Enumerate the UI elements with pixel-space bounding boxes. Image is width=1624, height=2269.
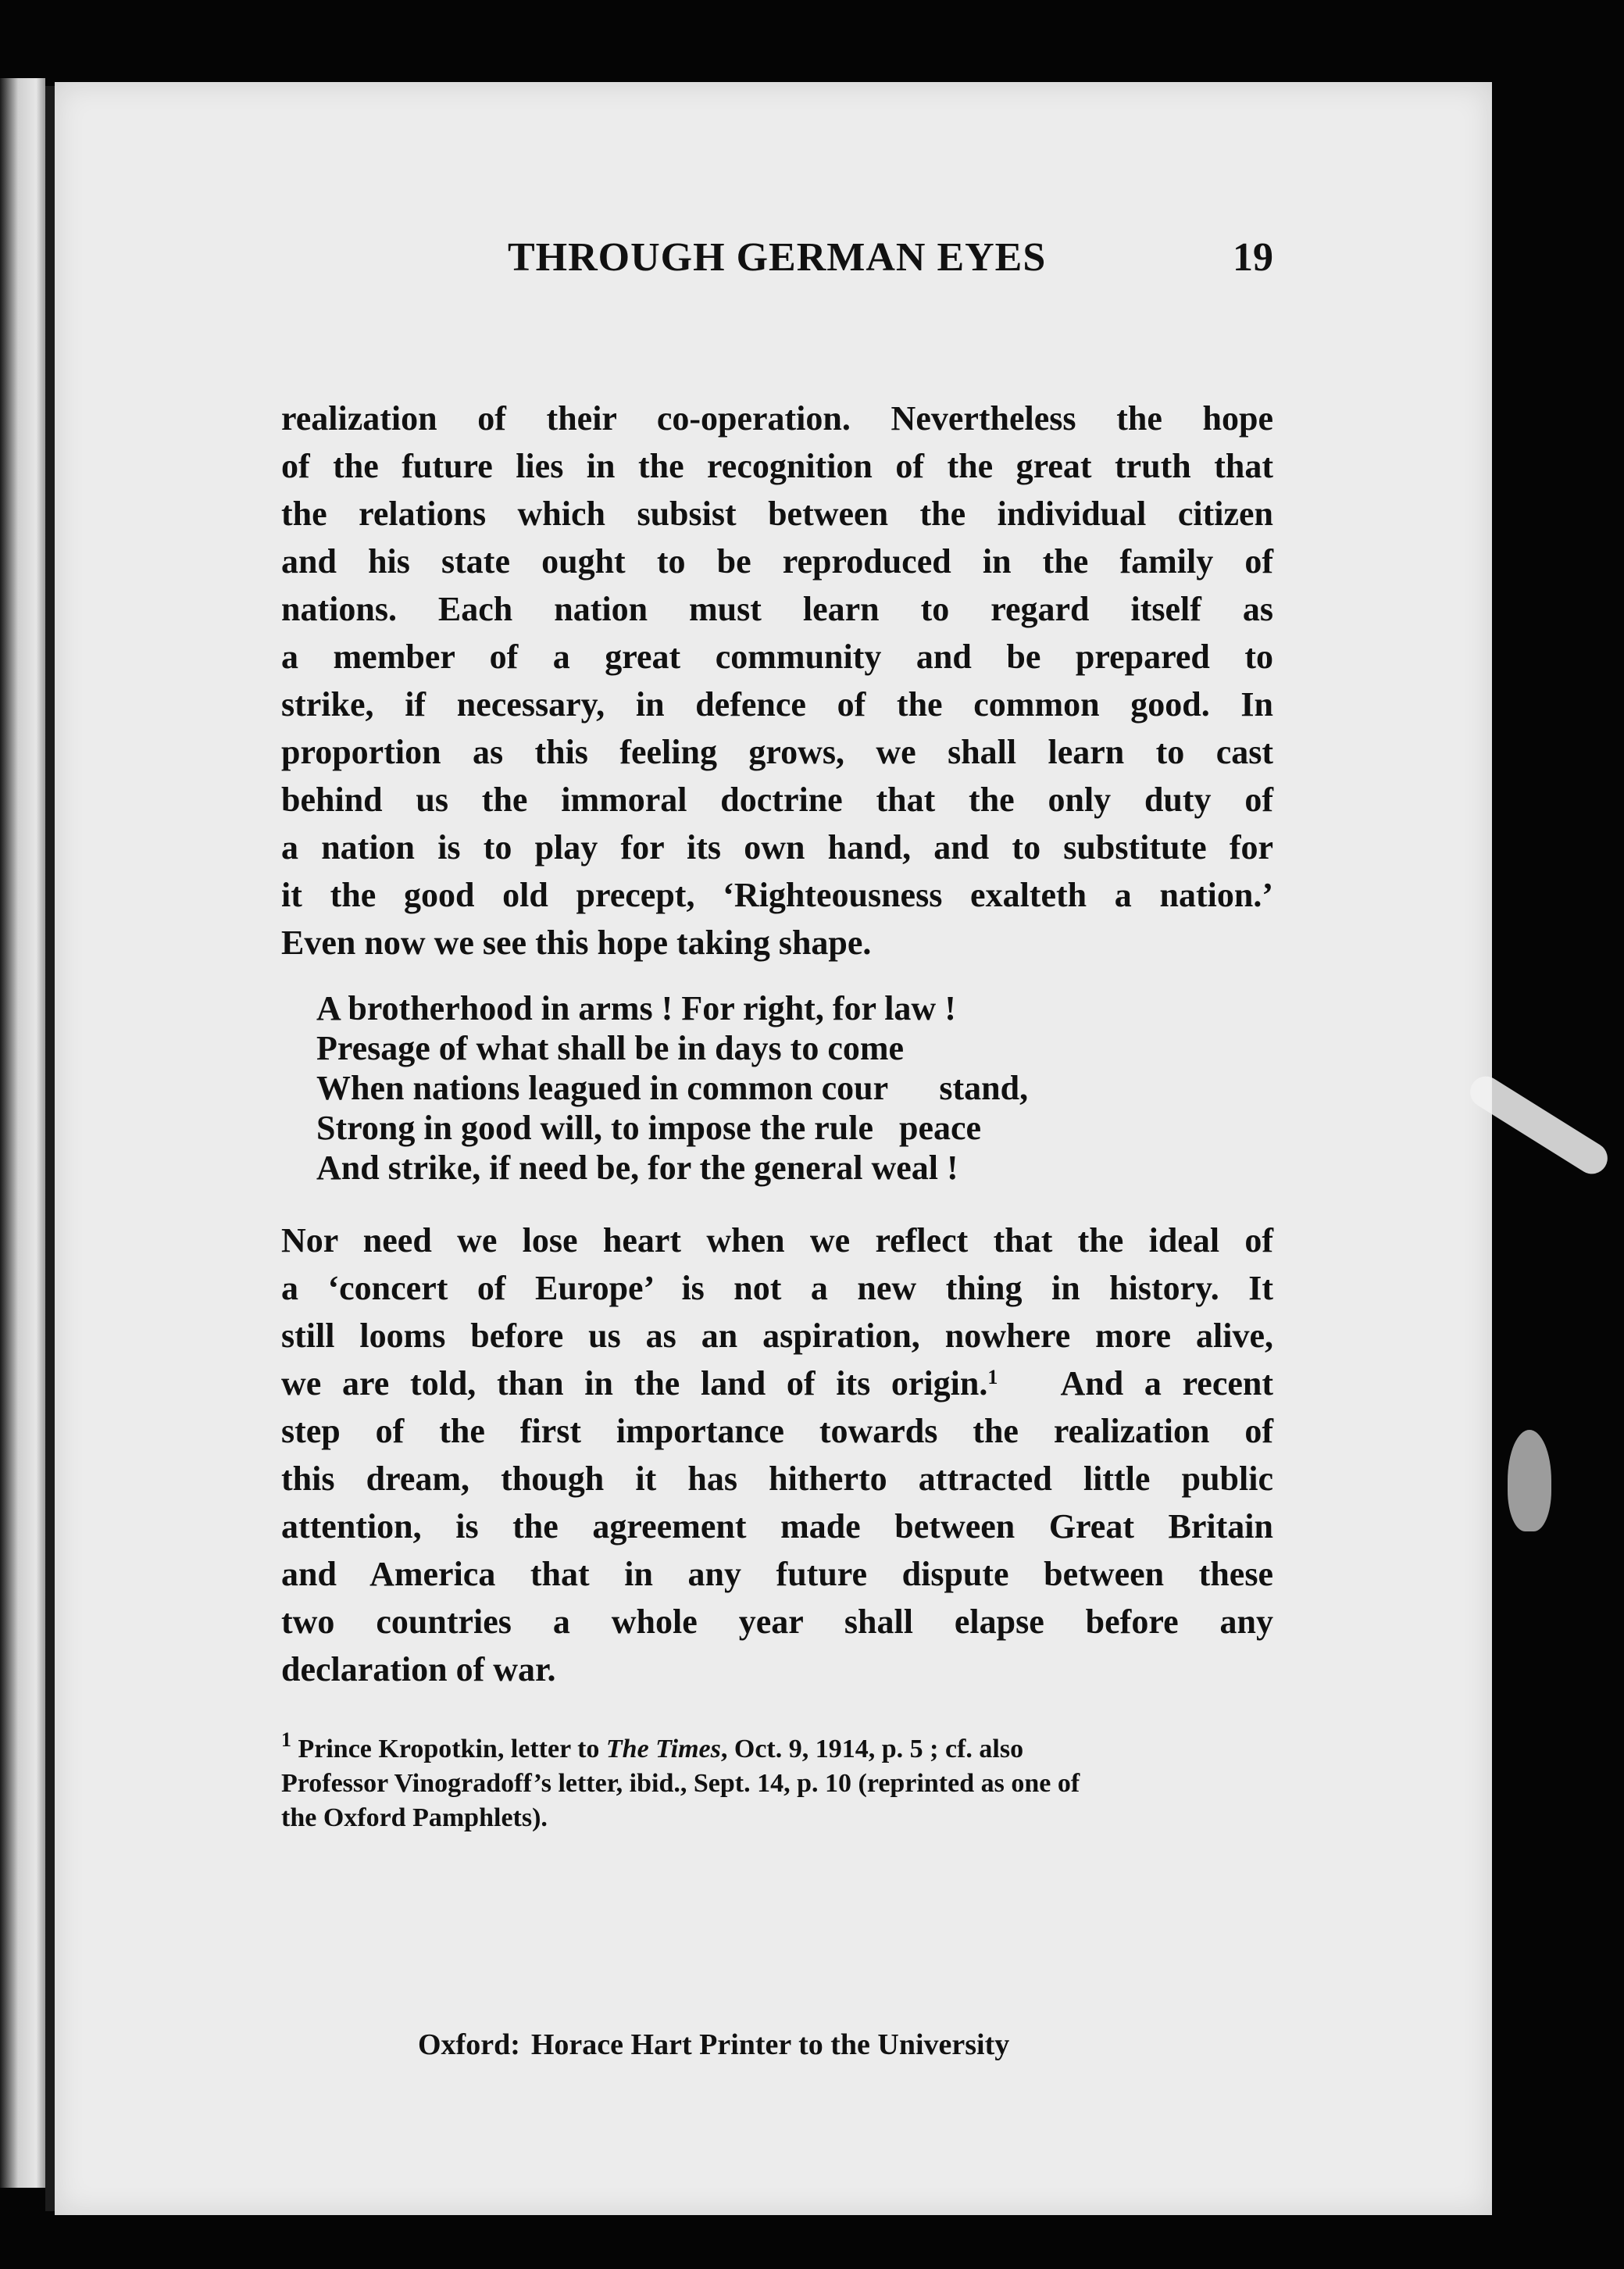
- verse-line: A brotherhood in arms ! For right, for law !: [316, 989, 956, 1027]
- text-line: declaration of war.: [281, 1650, 556, 1688]
- running-title: THROUGH GERMAN EYES: [508, 235, 1047, 280]
- text-line: behind us the immoral doctrine that the only duty of: [281, 781, 1273, 819]
- text-line: a ‘concert of Europe’ is not a new thing in history. It: [281, 1269, 1273, 1307]
- verse-line: And strike, if need be, for the general weal !: [316, 1149, 958, 1187]
- page-number: 19: [1233, 235, 1273, 280]
- text-line: step of the first importance towards the realization of: [281, 1412, 1273, 1450]
- text-line: proportion as this feeling grows, we shall learn to cast: [281, 733, 1273, 771]
- book-page: [55, 82, 1492, 2215]
- adjacent-page-edge: [0, 78, 45, 2188]
- text-line: this dream, though it has hitherto attracted little public: [281, 1460, 1273, 1498]
- verse-line: When nations leagued in common cour stand,: [316, 1069, 1029, 1107]
- text-line: we are told, than in the land of its origin.: [281, 1364, 988, 1402]
- text-line: strike, if necessary, in defence of the common good. In: [281, 685, 1273, 724]
- text-line: realization of their co-operation. Nevertheless the hope: [281, 399, 1273, 438]
- text-line: Nor need we lose heart when we reflect that the ideal of: [281, 1221, 1273, 1260]
- verse-line: Presage of what shall be in days to come: [316, 1029, 905, 1067]
- footnote-reference: 1: [987, 1366, 998, 1388]
- text-line: and his state ought to be reproduced in the family of: [281, 542, 1273, 581]
- text-line: the relations which subsist between the individual citizen: [281, 495, 1273, 533]
- verse-quotation: [316, 988, 1028, 1188]
- imprint-text: Horace Hart Printer to the University: [530, 2028, 1010, 2061]
- text-line: it the good old precept, ‘Righteousness exalteth a nation.’: [281, 876, 1273, 914]
- running-header: [281, 234, 1273, 289]
- text-line: a member of a great community and be prepared to: [281, 638, 1273, 676]
- paragraph-2: [281, 1217, 1273, 1693]
- text-line: nations. Each nation must learn to regard itself as: [281, 590, 1273, 628]
- text-line: of the future lies in the recognition of the great truth that: [281, 447, 1273, 485]
- text-line: two countries a whole year shall elapse before any: [281, 1603, 1273, 1641]
- text-line-tail: And a recent: [1060, 1364, 1274, 1402]
- footnote-text: , Oct. 9, 1914, p. 5 ; cf. also: [720, 1735, 1024, 1763]
- text-line: and America that in any future dispute between these: [281, 1555, 1273, 1593]
- printer-imprint: [418, 2028, 1009, 2062]
- footnote-title: The Times: [605, 1735, 721, 1763]
- footnote-marker: 1: [281, 1728, 291, 1751]
- verse-line: Strong in good will, to impose the rule peace: [316, 1109, 982, 1147]
- footnote-text: Prince Kropotkin, letter to: [298, 1735, 606, 1763]
- footnote-line: [281, 1728, 1273, 1767]
- footnote-line: the Oxford Pamphlets).: [281, 1803, 548, 1832]
- text-line-with-footnote: [281, 1360, 1273, 1407]
- text-line: still looms before us as an aspiration, nowhere more alive,: [281, 1317, 1273, 1355]
- paragraph-1: [281, 395, 1273, 967]
- imprint-place: Oxford:: [418, 2028, 520, 2061]
- footnote: [281, 1728, 1273, 1835]
- footnote-line: Professor Vinogradoff’s letter, ibid., Sept. 14, p. 10 (reprinted as one of: [281, 1769, 1080, 1798]
- text-line: attention, is the agreement made between Great Britain: [281, 1507, 1273, 1545]
- text-line: a nation is to play for its own hand, and to substitute for: [281, 828, 1273, 867]
- scan-artifact-blot: [1508, 1430, 1551, 1531]
- text-line: Even now we see this hope taking shape.: [281, 924, 872, 962]
